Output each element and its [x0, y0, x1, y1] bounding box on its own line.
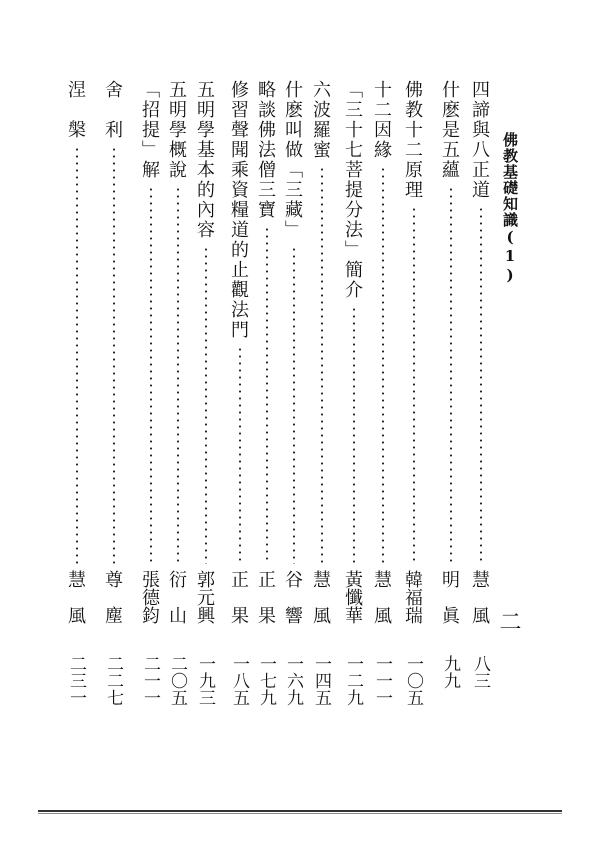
toc-entry-title: 舍 利: [102, 80, 123, 140]
leader-dots: [76, 146, 78, 564]
toc-entry: [470, 80, 492, 760]
toc-entry-page: 一四五: [311, 655, 331, 706]
leader-dots: [413, 206, 415, 564]
toc-entry: [283, 80, 305, 760]
toc-entry-title: 佛教十二原理: [402, 80, 423, 200]
toc-entry-page: 一二九: [343, 655, 363, 706]
toc-entry: [403, 80, 425, 760]
toc-entry-title: 修習聲聞乘資糧道的止觀法門: [228, 80, 249, 340]
toc-entry: [311, 80, 333, 760]
toc-entry-author: 慧 風: [469, 570, 490, 624]
leader-dots: [205, 246, 207, 564]
toc-entry-page: 一六九: [283, 655, 303, 706]
toc-entry-page: 一九三: [195, 655, 215, 706]
toc-entry-title: 略談佛法僧三寶: [255, 80, 276, 220]
toc-entry-author: 郭元興: [194, 570, 215, 624]
toc-entry: [440, 80, 462, 760]
toc-entry-title: 什麽叫做「三藏」: [282, 80, 303, 240]
toc-entry: [103, 80, 125, 760]
leader-dots: [266, 226, 268, 564]
toc-entry-author: 慧 風: [310, 570, 331, 624]
toc-entry: [66, 80, 88, 760]
toc-entry-author: 韓福瑞: [402, 570, 423, 624]
volume-label: (1): [501, 228, 519, 285]
leader-dots: [480, 206, 482, 564]
toc-entry-page: 二〇五: [167, 655, 187, 706]
toc-entry-page: 二一一: [140, 655, 160, 706]
book-title-header: [502, 132, 517, 285]
toc-entry-title: 十二因緣: [371, 80, 392, 160]
toc-entry-author: 谷 響: [282, 570, 303, 624]
leader-dots: [113, 146, 115, 564]
leader-dots: [321, 166, 323, 564]
toc-entry-author: 黃懺華: [342, 570, 363, 624]
leader-dots: [239, 346, 241, 564]
leader-dots: [450, 186, 452, 564]
bottom-rule: [38, 810, 562, 812]
toc-entry-page: 二二七: [103, 655, 123, 706]
toc-entry-page: 一〇五: [403, 655, 423, 706]
book-title: 佛教基礎知識: [501, 132, 519, 228]
leader-dots: [150, 186, 152, 564]
toc-entry-page: 一七九: [256, 655, 276, 706]
toc-entry-title: 五明學概說: [166, 80, 187, 180]
toc-entry-page: 二三一: [66, 655, 86, 706]
toc-entry-title: 涅 槃: [65, 80, 86, 140]
toc-entry: [195, 80, 217, 760]
toc-entry: [140, 80, 162, 760]
page-number: 二: [496, 610, 521, 632]
leader-dots: [382, 166, 384, 564]
toc-entry-page: 一八五: [229, 655, 249, 706]
toc-entry-title: 四諦與八正道: [469, 80, 490, 200]
leader-dots: [293, 246, 295, 564]
toc-entry-page: 一一一: [372, 655, 392, 706]
leader-dots: [353, 306, 355, 564]
toc-entry: [372, 80, 394, 760]
toc-entry-title: 五明學基本的內容: [194, 80, 215, 240]
toc-entry-page: 八三: [470, 655, 490, 689]
toc-entry-author: 慧 風: [371, 570, 392, 624]
toc-entry-title: 「招提」解: [139, 80, 160, 180]
toc-entry-title: 六波羅蜜: [310, 80, 331, 160]
toc-entry-page: 九九: [440, 655, 460, 689]
toc-entry: [343, 80, 365, 760]
toc-entry-author: 正 果: [255, 570, 276, 624]
leader-dots: [177, 186, 179, 564]
toc-entry-author: 明 眞: [439, 570, 460, 624]
toc-entry-author: 慧 風: [65, 570, 86, 624]
toc-entry-author: 正 果: [228, 570, 249, 624]
toc-entry: [256, 80, 278, 760]
toc-entry-title: 什麽是五蘊: [439, 80, 460, 180]
bottom-rule-thin: [38, 813, 562, 814]
toc-entry-author: 尊 塵: [102, 570, 123, 624]
toc-entry: [229, 80, 251, 760]
toc-entry: [167, 80, 189, 760]
toc-entry-author: 衍 山: [166, 570, 187, 624]
toc-entry-author: 張德鈞: [139, 570, 160, 624]
toc-entry-title: 「三十七菩提分法」簡介: [342, 80, 363, 300]
